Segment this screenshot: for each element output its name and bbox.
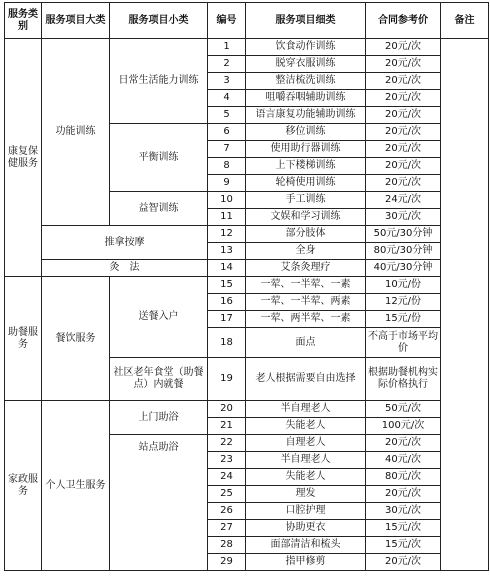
row-price: 50元/次 <box>366 401 441 418</box>
row-price: 20元/次 <box>366 141 441 158</box>
row-item: 指甲修剪 <box>246 554 366 571</box>
row-item: 上下楼梯训练 <box>246 158 366 175</box>
row-item: 协助更衣 <box>246 520 366 537</box>
header-number: 编号 <box>208 3 246 39</box>
row-item: 脱穿衣服训练 <box>246 56 366 73</box>
row-number: 9 <box>208 175 246 192</box>
table-row <box>5 39 489 56</box>
row-item: 口腔护理 <box>246 503 366 520</box>
row-number: 3 <box>208 73 246 90</box>
minor-cell: 平衡训练 <box>110 124 208 192</box>
row-price: 根据助餐机构实际价格执行 <box>366 358 441 401</box>
row-item: 部分肢体 <box>246 226 366 243</box>
row-item: 一荤、一半荤、一素 <box>246 277 366 294</box>
row-number: 21 <box>208 418 246 435</box>
row-item: 一荤、两半荤、一素 <box>246 311 366 328</box>
header-row <box>5 3 489 39</box>
table-row <box>5 277 489 294</box>
major-cell: 个人卫生服务 <box>42 401 110 571</box>
row-item: 饮食动作训练 <box>246 39 366 56</box>
row-price: 15元/次 <box>366 520 441 537</box>
row-item: 整洁梳洗训练 <box>246 73 366 90</box>
row-number: 14 <box>208 260 246 277</box>
row-number: 4 <box>208 90 246 107</box>
header-minor: 服务项目小类 <box>110 3 208 39</box>
row-number: 26 <box>208 503 246 520</box>
row-price: 20元/次 <box>366 486 441 503</box>
row-price: 15元/份 <box>366 311 441 328</box>
row-price: 24元/次 <box>366 192 441 209</box>
minor-cell <box>110 435 208 571</box>
remark-cell <box>441 39 489 571</box>
row-price: 30元/次 <box>366 209 441 226</box>
row-price: 40元/30分钟 <box>366 260 441 277</box>
minor-cell: 社区老年食堂（助餐点）内就餐 <box>110 358 208 401</box>
row-price: 80元/次 <box>366 469 441 486</box>
major-cell: 餐饮服务 <box>42 277 110 401</box>
row-number: 22 <box>208 435 246 452</box>
header-detail: 服务项目细类 <box>246 3 366 39</box>
row-price: 100元/次 <box>366 418 441 435</box>
row-price: 不高于市场平均价 <box>366 328 441 358</box>
row-number: 8 <box>208 158 246 175</box>
row-price: 20元/次 <box>366 90 441 107</box>
minor-cell-label: 站点助浴 <box>138 441 179 453</box>
row-number: 13 <box>208 243 246 260</box>
major-cell: 功能训练 <box>42 39 110 226</box>
row-item: 失能老人 <box>246 469 366 486</box>
row-number: 18 <box>208 328 246 358</box>
row-price: 20元/次 <box>366 554 441 571</box>
header-remark: 备注 <box>441 3 489 39</box>
row-price: 15元/次 <box>366 537 441 554</box>
header-category: 服务类别 <box>5 3 42 39</box>
minor-cell: 日常生活能力训练 <box>110 39 208 124</box>
row-price: 30元/次 <box>366 503 441 520</box>
row-item: 轮椅使用训练 <box>246 175 366 192</box>
minor-cell: 上门助浴 <box>110 401 208 435</box>
row-number: 29 <box>208 554 246 571</box>
table-row <box>5 260 489 277</box>
row-item: 一荤、一半荤、两素 <box>246 294 366 311</box>
row-price: 12元/份 <box>366 294 441 311</box>
row-number: 1 <box>208 39 246 56</box>
row-price: 20元/次 <box>366 56 441 73</box>
row-item: 使用助行器训练 <box>246 141 366 158</box>
row-price: 40元/次 <box>366 452 441 469</box>
row-number: 5 <box>208 107 246 124</box>
row-item: 半自理老人 <box>246 452 366 469</box>
row-number: 25 <box>208 486 246 503</box>
row-item: 半自理老人 <box>246 401 366 418</box>
row-price: 50元/30分钟 <box>366 226 441 243</box>
major-cell: 推拿按摩 <box>42 226 208 260</box>
row-price: 20元/次 <box>366 107 441 124</box>
service-price-table <box>4 2 489 571</box>
row-item: 面点 <box>246 328 366 358</box>
row-item: 文娱和学习训练 <box>246 209 366 226</box>
row-item: 移位训练 <box>246 124 366 141</box>
row-price: 20元/次 <box>366 175 441 192</box>
major-cell: 灸 法 <box>42 260 208 277</box>
row-number: 6 <box>208 124 246 141</box>
minor-cell: 益智训练 <box>110 192 208 226</box>
row-number: 20 <box>208 401 246 418</box>
row-item: 咀嚼吞咽辅助训练 <box>246 90 366 107</box>
row-item: 理发 <box>246 486 366 503</box>
row-number: 15 <box>208 277 246 294</box>
row-price: 80元/30分钟 <box>366 243 441 260</box>
category-cell: 助餐服务 <box>5 277 42 401</box>
category-cell: 康复保健服务 <box>5 39 42 277</box>
table-row <box>5 226 489 243</box>
category-cell: 家政服务 <box>5 401 42 571</box>
header-major: 服务项目大类 <box>42 3 110 39</box>
row-number: 27 <box>208 520 246 537</box>
row-item: 失能老人 <box>246 418 366 435</box>
row-number: 28 <box>208 537 246 554</box>
row-number: 19 <box>208 358 246 401</box>
row-item: 面部清洁和梳头 <box>246 537 366 554</box>
row-price: 20元/次 <box>366 73 441 90</box>
row-number: 12 <box>208 226 246 243</box>
row-number: 24 <box>208 469 246 486</box>
row-price: 20元/次 <box>366 39 441 56</box>
table-row <box>5 401 489 418</box>
row-number: 7 <box>208 141 246 158</box>
row-number: 10 <box>208 192 246 209</box>
row-item: 老人根据需要自由选择 <box>246 358 366 401</box>
minor-cell: 送餐入户 <box>110 277 208 358</box>
row-price: 10元/份 <box>366 277 441 294</box>
row-item: 自理老人 <box>246 435 366 452</box>
header-price: 合同参考价 <box>366 3 441 39</box>
row-item: 艾条灸理疗 <box>246 260 366 277</box>
row-number: 2 <box>208 56 246 73</box>
row-number: 16 <box>208 294 246 311</box>
row-number: 23 <box>208 452 246 469</box>
row-item: 语言康复功能辅助训练 <box>246 107 366 124</box>
row-number: 17 <box>208 311 246 328</box>
row-price: 20元/次 <box>366 158 441 175</box>
row-item: 手工训练 <box>246 192 366 209</box>
row-price: 20元/次 <box>366 124 441 141</box>
row-number: 11 <box>208 209 246 226</box>
row-item: 全身 <box>246 243 366 260</box>
row-price: 20元/次 <box>366 435 441 452</box>
